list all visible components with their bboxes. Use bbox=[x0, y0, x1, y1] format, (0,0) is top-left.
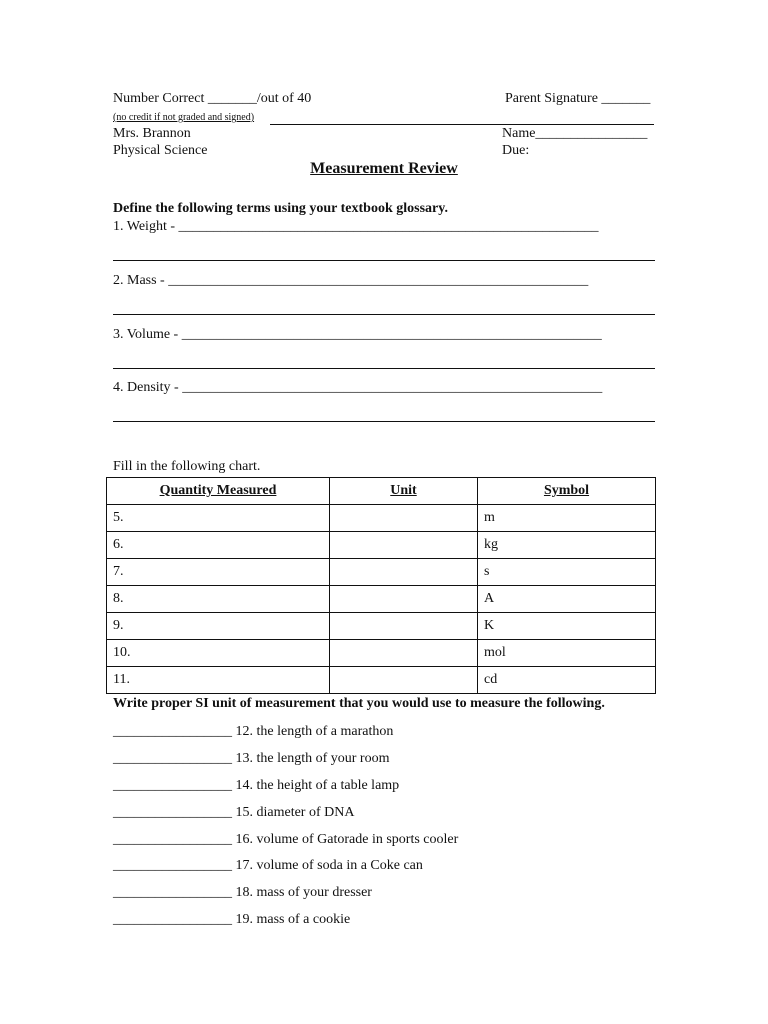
si-units-instruction: Write proper SI unit of measurement that you would use to measure the following. bbox=[113, 696, 605, 711]
parent-signature: Parent Signature _______ bbox=[505, 91, 651, 106]
answer-line[interactable] bbox=[113, 368, 655, 369]
row-number[interactable]: 5. bbox=[107, 505, 330, 532]
symbol-cell: s bbox=[478, 559, 656, 586]
symbol-cell: cd bbox=[478, 667, 656, 694]
chart-intro: Fill in the following chart. bbox=[113, 459, 261, 474]
list-item[interactable]: _________________ 15. diameter of DNA bbox=[113, 804, 355, 820]
unit-cell[interactable] bbox=[330, 559, 478, 586]
table-row bbox=[107, 586, 656, 613]
table-row bbox=[107, 667, 656, 694]
answer-line[interactable] bbox=[113, 314, 655, 315]
row-number[interactable]: 9. bbox=[107, 613, 330, 640]
unit-cell[interactable] bbox=[330, 640, 478, 667]
symbol-cell: mol bbox=[478, 640, 656, 667]
row-number[interactable]: 7. bbox=[107, 559, 330, 586]
list-item[interactable]: _________________ 12. the length of a marathon bbox=[113, 724, 394, 739]
row-number[interactable]: 8. bbox=[107, 586, 330, 613]
teacher-name: Mrs. Brannon bbox=[113, 126, 191, 141]
symbol-cell: kg bbox=[478, 532, 656, 559]
symbol-cell: K bbox=[478, 613, 656, 640]
due-date: Due: bbox=[502, 143, 530, 158]
row-number[interactable]: 10. bbox=[107, 640, 330, 667]
row-number[interactable]: 11. bbox=[107, 667, 330, 694]
list-item[interactable]: _________________ 19. mass of a cookie bbox=[113, 912, 351, 928]
header-rule bbox=[270, 124, 654, 125]
unit-cell[interactable] bbox=[330, 667, 478, 694]
row-number[interactable]: 6. bbox=[107, 532, 330, 559]
table-row bbox=[107, 505, 656, 532]
list-item[interactable]: _________________ 17. volume of soda in a Coke can bbox=[113, 858, 423, 874]
symbol-cell: A bbox=[478, 586, 656, 613]
symbol-cell: m bbox=[478, 505, 656, 532]
table-row bbox=[107, 532, 656, 559]
page-title: Measurement Review bbox=[310, 160, 458, 177]
answer-line[interactable] bbox=[113, 260, 655, 261]
definitions-instruction: Define the following terms using your textbook glossary. bbox=[113, 201, 448, 216]
definition-volume[interactable]: 3. Volume - ____________________________________________________________ bbox=[113, 327, 602, 342]
unit-cell[interactable] bbox=[330, 505, 478, 532]
list-item[interactable]: _________________ 18. mass of your dresser bbox=[113, 885, 372, 901]
number-correct: Number Correct _______/out of 40 bbox=[113, 91, 312, 106]
list-item[interactable]: _________________ 13. the length of your room bbox=[113, 750, 390, 766]
unit-cell[interactable] bbox=[330, 586, 478, 613]
table-row bbox=[107, 613, 656, 640]
definition-weight[interactable]: 1. Weight - ____________________________________________________________ bbox=[113, 219, 599, 234]
header-quantity: Quantity Measured bbox=[107, 478, 330, 505]
definition-mass[interactable]: 2. Mass - ____________________________________________________________ bbox=[113, 273, 589, 288]
si-units-chart bbox=[106, 477, 656, 694]
unit-cell[interactable] bbox=[330, 532, 478, 559]
list-item[interactable]: _________________ 16. volume of Gatorade in sports cooler bbox=[113, 831, 459, 847]
course-name: Physical Science bbox=[113, 143, 208, 158]
table-row bbox=[107, 559, 656, 586]
chart-header-row bbox=[107, 478, 656, 505]
list-item[interactable]: _________________ 14. the height of a table lamp bbox=[113, 777, 400, 793]
definition-density[interactable]: 4. Density - ____________________________________________________________ bbox=[113, 380, 603, 395]
si-units-list bbox=[113, 722, 458, 937]
unit-cell[interactable] bbox=[330, 613, 478, 640]
table-row bbox=[107, 640, 656, 667]
answer-line[interactable] bbox=[113, 421, 655, 422]
header-unit: Unit bbox=[330, 478, 478, 505]
header-symbol: Symbol bbox=[478, 478, 656, 505]
credit-note: (no credit if not graded and signed) bbox=[113, 112, 255, 123]
student-name-field[interactable]: Name________________ bbox=[502, 126, 648, 141]
